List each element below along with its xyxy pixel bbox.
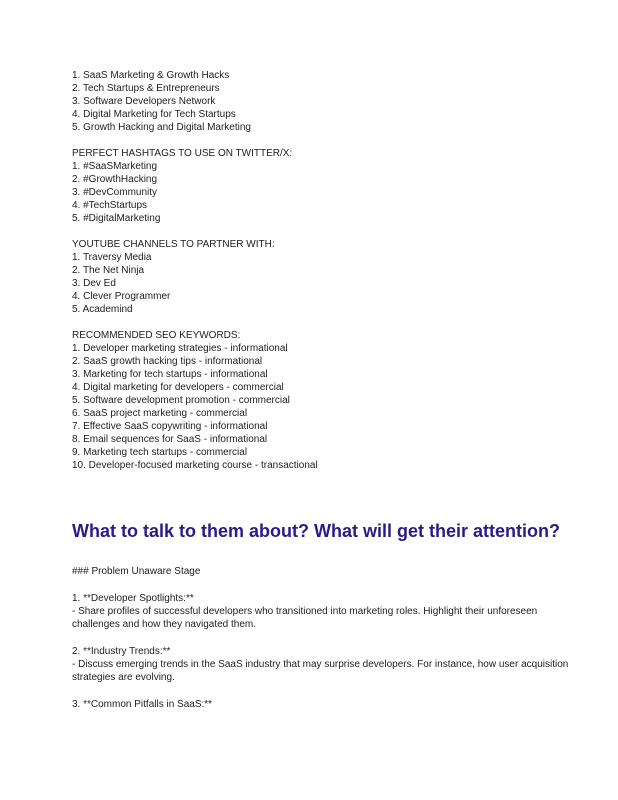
problem-block-title: 3. **Common Pitfalls in SaaS:**	[72, 699, 213, 710]
youtube-list	[72, 251, 577, 316]
list-item: 4. #TechStartups	[72, 200, 148, 211]
list-item: 3. Software Developers Network	[72, 96, 216, 107]
list-item: 7. Effective SaaS copywriting - informational	[72, 421, 268, 432]
problem-block-title: 1. **Developer Spotlights:**	[72, 593, 194, 604]
stage-label: ### Problem Unaware Stage	[72, 566, 201, 577]
list-item: 3. Dev Ed	[72, 278, 116, 289]
list-item: 1. Traversy Media	[72, 252, 152, 263]
list-item: 3. #DevCommunity	[72, 187, 158, 198]
problem-block-title: 2. **Industry Trends:**	[72, 646, 171, 657]
problem-block-1	[72, 592, 577, 631]
list-item: 8. Email sequences for SaaS - informational	[72, 434, 268, 445]
seo-section-title: RECOMMENDED SEO KEYWORDS:	[72, 330, 241, 341]
list-item: 2. Tech Startups & Entrepreneurs	[72, 83, 220, 94]
list-item: 6. SaaS project marketing - commercial	[72, 408, 248, 419]
list-item: 1. #SaaSMarketing	[72, 161, 158, 172]
list-item: 2. The Net Ninja	[72, 265, 145, 276]
document-content	[72, 69, 577, 711]
list-item: 10. Developer-focused marketing course - transactional	[72, 460, 318, 471]
list-item: 5. Academind	[72, 304, 133, 315]
list-item: 5. Software development promotion - commercial	[72, 395, 290, 406]
seo-section	[72, 329, 577, 472]
problem-block-2	[72, 645, 577, 684]
youtube-section	[72, 238, 577, 316]
list-item: 4. Digital Marketing for Tech Startups	[72, 109, 236, 120]
hashtags-list	[72, 160, 577, 225]
section-heading: What to talk to them about? What will get their attention?	[72, 521, 560, 541]
list-item: 5. Growth Hacking and Digital Marketing	[72, 122, 251, 133]
list-item: 5. #DigitalMarketing	[72, 213, 161, 224]
youtube-section-title: YOUTUBE CHANNELS TO PARTNER WITH:	[72, 239, 275, 250]
list-item: 3. Marketing for tech startups - informational	[72, 369, 268, 380]
list-item: 1. SaaS Marketing & Growth Hacks	[72, 70, 230, 81]
list-item: 4. Clever Programmer	[72, 291, 171, 302]
hashtags-section-title: PERFECT HASHTAGS TO USE ON TWITTER/X:	[72, 148, 293, 159]
hashtags-section	[72, 147, 577, 225]
problem-block-body: - Discuss emerging trends in the SaaS industry that may surprise developers. For instance, how user acquisition strategies are evolving.	[72, 659, 569, 683]
list-item: 2. #GrowthHacking	[72, 174, 158, 185]
list-item: 9. Marketing tech startups - commercial	[72, 447, 248, 458]
list-item: 1. Developer marketing strategies - informational	[72, 343, 288, 354]
list-item: 2. SaaS growth hacking tips - informational	[72, 356, 263, 367]
list-item: 4. Digital marketing for developers - commercial	[72, 382, 284, 393]
problem-block-3	[72, 698, 577, 711]
problem-block-body: - Share profiles of successful developers who transitioned into marketing roles. Highlight their unforeseen challenges and how they navigated them.	[72, 606, 538, 630]
groups-list	[72, 69, 577, 134]
seo-list	[72, 342, 577, 472]
